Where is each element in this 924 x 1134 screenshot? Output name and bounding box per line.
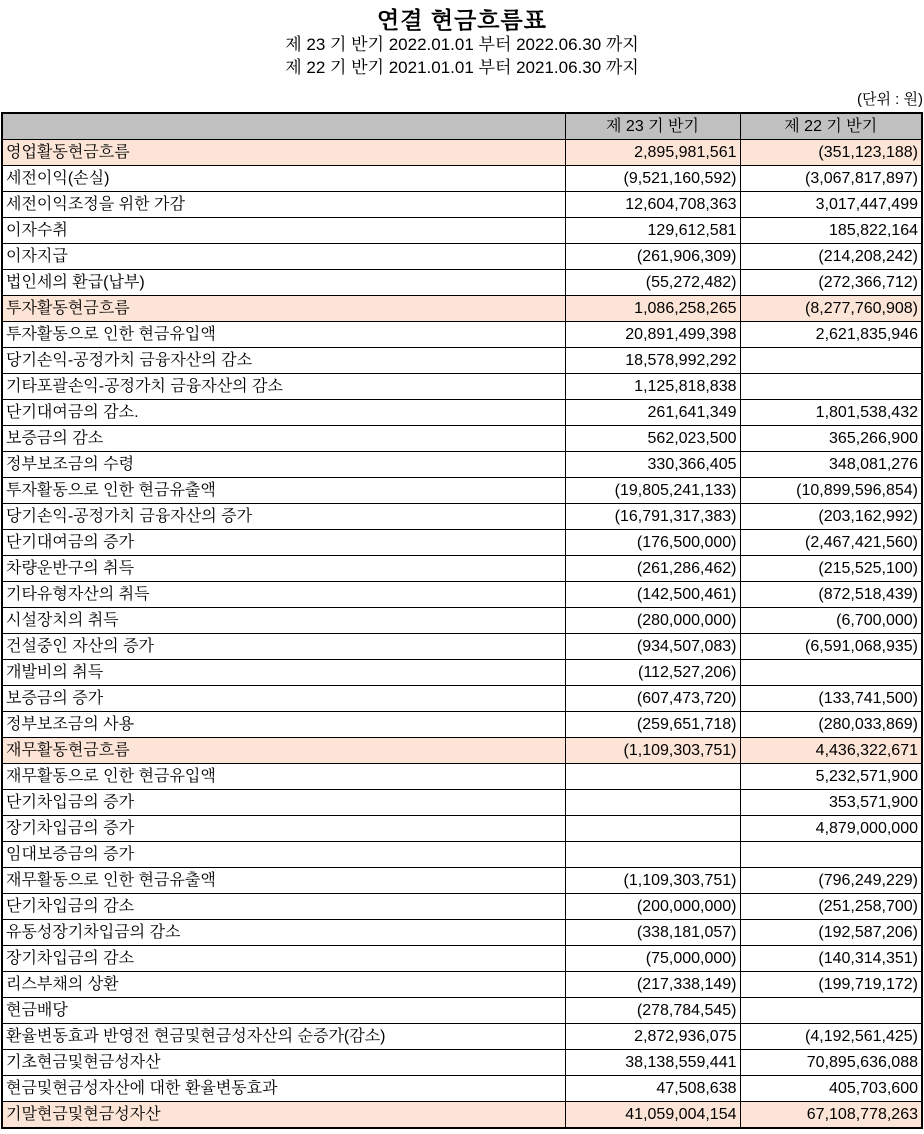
value-period-22: (280,033,869) xyxy=(740,712,922,738)
row-label: 보증금의 증가 xyxy=(2,686,565,712)
table-row xyxy=(2,270,922,296)
value-period-23: 129,612,581 xyxy=(565,218,740,244)
row-label: 단기차입금의 감소 xyxy=(2,894,565,920)
row-label: 단기대여금의 증가 xyxy=(2,530,565,556)
row-label: 현금배당 xyxy=(2,998,565,1024)
value-period-22: (6,700,000) xyxy=(740,608,922,634)
row-label: 개발비의 취득 xyxy=(2,660,565,686)
row-label: 이자지급 xyxy=(2,244,565,270)
table-row xyxy=(2,738,922,764)
row-label: 세전이익(손실) xyxy=(2,166,565,192)
value-period-22 xyxy=(740,998,922,1024)
header-period-22: 제 22 기 반기 xyxy=(740,113,922,140)
period-23-subtitle: 제 23 기 반기 2022.01.01 부터 2022.06.30 까지 xyxy=(285,35,639,54)
table-row xyxy=(2,790,922,816)
value-period-22: 185,822,164 xyxy=(740,218,922,244)
value-period-22: (215,525,100) xyxy=(740,556,922,582)
value-period-22: 353,571,900 xyxy=(740,790,922,816)
value-period-22: 348,081,276 xyxy=(740,452,922,478)
value-period-23: (278,784,545) xyxy=(565,998,740,1024)
table-row xyxy=(2,946,922,972)
header-item-column xyxy=(2,113,565,140)
value-period-23: 2,895,981,561 xyxy=(565,140,740,166)
table-row xyxy=(2,426,922,452)
table-body xyxy=(2,140,922,1129)
value-period-23: 38,138,559,441 xyxy=(565,1050,740,1076)
table-row xyxy=(2,1050,922,1076)
value-period-23 xyxy=(565,842,740,868)
value-period-23: (1,109,303,751) xyxy=(565,868,740,894)
table-row xyxy=(2,634,922,660)
value-period-23: (176,500,000) xyxy=(565,530,740,556)
value-period-22: 4,879,000,000 xyxy=(740,816,922,842)
table-row xyxy=(2,1102,922,1129)
value-period-22: (133,741,500) xyxy=(740,686,922,712)
table-row xyxy=(2,712,922,738)
table-row xyxy=(2,842,922,868)
value-period-22: (272,366,712) xyxy=(740,270,922,296)
header-period-23: 제 23 기 반기 xyxy=(565,113,740,140)
table-header-row xyxy=(2,113,922,140)
value-period-23: (142,500,461) xyxy=(565,582,740,608)
table-row xyxy=(2,374,922,400)
table-row xyxy=(2,972,922,998)
value-period-23 xyxy=(565,790,740,816)
row-label: 세전이익조정을 위한 가감 xyxy=(2,192,565,218)
row-label: 당기손익-공정가치 금융자산의 감소 xyxy=(2,348,565,374)
row-label: 기초현금및현금성자산 xyxy=(2,1050,565,1076)
value-period-22: (199,719,172) xyxy=(740,972,922,998)
value-period-23: (112,527,206) xyxy=(565,660,740,686)
value-period-23: (607,473,720) xyxy=(565,686,740,712)
row-label: 현금및현금성자산에 대한 환율변동효과 xyxy=(2,1076,565,1102)
value-period-23: (19,805,241,133) xyxy=(565,478,740,504)
value-period-22: 365,266,900 xyxy=(740,426,922,452)
value-period-22: (872,518,439) xyxy=(740,582,922,608)
value-period-22: (4,192,561,425) xyxy=(740,1024,922,1050)
row-label: 유동성장기차입금의 감소 xyxy=(2,920,565,946)
row-label: 환율변동효과 반영전 현금및현금성자산의 순증가(감소) xyxy=(2,1024,565,1050)
row-label: 영업활동현금흐름 xyxy=(2,140,565,166)
row-label: 기말현금및현금성자산 xyxy=(2,1102,565,1129)
value-period-22: (2,467,421,560) xyxy=(740,530,922,556)
table-row xyxy=(2,218,922,244)
value-period-23: (9,521,160,592) xyxy=(565,166,740,192)
value-period-22: (203,162,992) xyxy=(740,504,922,530)
value-period-23: (261,906,309) xyxy=(565,244,740,270)
value-period-23: (934,507,083) xyxy=(565,634,740,660)
value-period-22: 70,895,636,088 xyxy=(740,1050,922,1076)
table-row xyxy=(2,816,922,842)
value-period-23 xyxy=(565,764,740,790)
table-row xyxy=(2,556,922,582)
row-label: 보증금의 감소 xyxy=(2,426,565,452)
value-period-22: (796,249,229) xyxy=(740,868,922,894)
table-row xyxy=(2,296,922,322)
row-label: 정부보조금의 수령 xyxy=(2,452,565,478)
row-label: 재무활동으로 인한 현금유출액 xyxy=(2,868,565,894)
row-label: 차량운반구의 취득 xyxy=(2,556,565,582)
row-label: 리스부채의 상환 xyxy=(2,972,565,998)
table-row xyxy=(2,244,922,270)
value-period-23: (217,338,149) xyxy=(565,972,740,998)
value-period-22: (3,067,817,897) xyxy=(740,166,922,192)
value-period-23: 1,086,258,265 xyxy=(565,296,740,322)
value-period-23: (338,181,057) xyxy=(565,920,740,946)
row-label: 임대보증금의 증가 xyxy=(2,842,565,868)
row-label: 기타유형자산의 취득 xyxy=(2,582,565,608)
page-title: 연결 현금흐름표 xyxy=(377,7,547,33)
value-period-22: 5,232,571,900 xyxy=(740,764,922,790)
value-period-22: 405,703,600 xyxy=(740,1076,922,1102)
table-row xyxy=(2,1024,922,1050)
table-row xyxy=(2,894,922,920)
row-label: 장기차입금의 증가 xyxy=(2,816,565,842)
value-period-23: 2,872,936,075 xyxy=(565,1024,740,1050)
row-label: 단기차입금의 증가 xyxy=(2,790,565,816)
cash-flow-table xyxy=(1,112,923,1129)
value-period-23: 261,641,349 xyxy=(565,400,740,426)
table-row xyxy=(2,660,922,686)
value-period-23: 47,508,638 xyxy=(565,1076,740,1102)
value-period-23: 330,366,405 xyxy=(565,452,740,478)
value-period-22: (351,123,188) xyxy=(740,140,922,166)
unit-note: (단위 : 원) xyxy=(857,91,923,108)
value-period-22: 4,436,322,671 xyxy=(740,738,922,764)
row-label: 건설중인 자산의 증가 xyxy=(2,634,565,660)
row-label: 단기대여금의 감소. xyxy=(2,400,565,426)
value-period-23: 41,059,004,154 xyxy=(565,1102,740,1129)
row-label: 투자활동으로 인한 현금유입액 xyxy=(2,322,565,348)
value-period-23: 20,891,499,398 xyxy=(565,322,740,348)
value-period-23: (200,000,000) xyxy=(565,894,740,920)
value-period-22: 67,108,778,263 xyxy=(740,1102,922,1129)
row-label: 정부보조금의 사용 xyxy=(2,712,565,738)
table-row xyxy=(2,608,922,634)
row-label: 법인세의 환급(납부) xyxy=(2,270,565,296)
row-label: 재무활동현금흐름 xyxy=(2,738,565,764)
row-label: 이자수취 xyxy=(2,218,565,244)
value-period-23: 562,023,500 xyxy=(565,426,740,452)
row-label: 기타포괄손익-공정가치 금융자산의 감소 xyxy=(2,374,565,400)
table-row xyxy=(2,920,922,946)
row-label: 투자활동현금흐름 xyxy=(2,296,565,322)
value-period-22: (8,277,760,908) xyxy=(740,296,922,322)
value-period-22: (10,899,596,854) xyxy=(740,478,922,504)
value-period-23: 12,604,708,363 xyxy=(565,192,740,218)
row-label: 시설장치의 취득 xyxy=(2,608,565,634)
value-period-23: (75,000,000) xyxy=(565,946,740,972)
table-row xyxy=(2,322,922,348)
value-period-23: (16,791,317,383) xyxy=(565,504,740,530)
value-period-23: 18,578,992,292 xyxy=(565,348,740,374)
value-period-22 xyxy=(740,374,922,400)
value-period-22: (192,587,206) xyxy=(740,920,922,946)
value-period-22: (214,208,242) xyxy=(740,244,922,270)
table-row xyxy=(2,478,922,504)
value-period-22 xyxy=(740,842,922,868)
table-row xyxy=(2,140,922,166)
table-row xyxy=(2,1076,922,1102)
table-row xyxy=(2,998,922,1024)
value-period-22: (6,591,068,935) xyxy=(740,634,922,660)
table-row xyxy=(2,192,922,218)
table-row xyxy=(2,400,922,426)
value-period-22 xyxy=(740,348,922,374)
value-period-22: (140,314,351) xyxy=(740,946,922,972)
row-label: 재무활동으로 인한 현금유입액 xyxy=(2,764,565,790)
period-22-subtitle: 제 22 기 반기 2021.01.01 부터 2021.06.30 까지 xyxy=(285,58,639,77)
table-row xyxy=(2,530,922,556)
table-row xyxy=(2,504,922,530)
table-row xyxy=(2,582,922,608)
value-period-22: (251,258,700) xyxy=(740,894,922,920)
value-period-23: (1,109,303,751) xyxy=(565,738,740,764)
value-period-22: 3,017,447,499 xyxy=(740,192,922,218)
value-period-23: 1,125,818,838 xyxy=(565,374,740,400)
value-period-23: (55,272,482) xyxy=(565,270,740,296)
table-row xyxy=(2,348,922,374)
value-period-23 xyxy=(565,816,740,842)
table-row xyxy=(2,868,922,894)
table-row xyxy=(2,452,922,478)
value-period-23: (280,000,000) xyxy=(565,608,740,634)
value-period-22: 2,621,835,946 xyxy=(740,322,922,348)
value-period-23: (261,286,462) xyxy=(565,556,740,582)
row-label: 장기차입금의 감소 xyxy=(2,946,565,972)
value-period-22 xyxy=(740,660,922,686)
value-period-22: 1,801,538,432 xyxy=(740,400,922,426)
table-row xyxy=(2,686,922,712)
value-period-23: (259,651,718) xyxy=(565,712,740,738)
table-row xyxy=(2,764,922,790)
row-label: 투자활동으로 인한 현금유출액 xyxy=(2,478,565,504)
table-row xyxy=(2,166,922,192)
row-label: 당기손익-공정가치 금융자산의 증가 xyxy=(2,504,565,530)
